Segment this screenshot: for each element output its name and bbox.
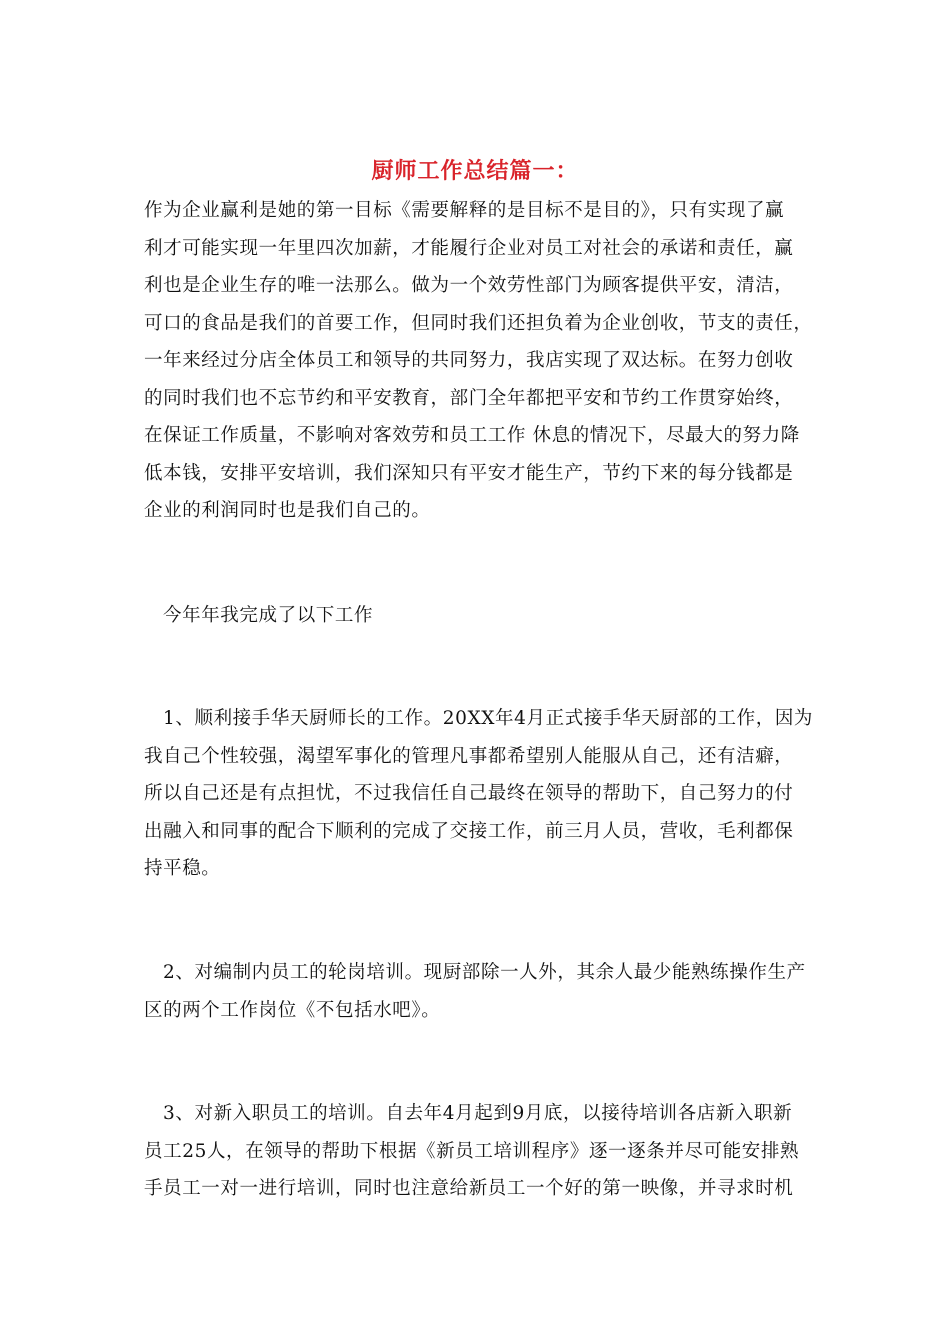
paragraph-line: 1、顺利接手华天厨师长的工作。20XX年4月正式接手华天厨部的工作，因为	[163, 708, 814, 729]
paragraph-line: 在保证工作质量，不影响对客效劳和员工工作 休息的情况下，尽最大的努力降	[144, 425, 800, 446]
paragraph-line: 利才可能实现一年里四次加薪，才能履行企业对员工对社会的承诺和责任，赢	[144, 238, 794, 259]
paragraph-line: 员工25人，在领导的帮助下根据《新员工培训程序》逐一逐条并尽可能安排熟	[144, 1141, 800, 1162]
intro-line: 今年年我完成了以下工作	[163, 605, 374, 626]
paragraph-line: 2、对编制内员工的轮岗培训。现厨部除一人外，其余人最少能熟练操作生产	[163, 962, 806, 983]
paragraph-line: 的同时我们也不忘节约和平安教育，部门全年都把平安和节约工作贯穿始终，	[144, 388, 794, 409]
paragraph-line: 我自己个性较强，渴望军事化的管理凡事都希望别人能服从自己，还有洁癖，	[144, 746, 794, 767]
paragraph-line: 低本钱，安排平安培训，我们深知只有平安才能生产，节约下来的每分钱都是	[144, 463, 794, 484]
paragraph-line: 3、对新入职员工的培训。自去年4月起到9月底，以接待培训各店新入职新	[163, 1103, 793, 1124]
paragraph-line: 手员工一对一进行培训，同时也注意给新员工一个好的第一映像，并寻求时机	[144, 1178, 794, 1199]
paragraph-line: 一年来经过分店全体员工和领导的共同努力，我店实现了双达标。在努力创收	[144, 350, 794, 371]
paragraph-line: 企业的利润同时也是我们自己的。	[144, 500, 431, 521]
paragraph-line: 出融入和同事的配合下顺利的完成了交接工作，前三月人员，营收，毛利都保	[144, 821, 794, 842]
paragraph-line: 利也是企业生存的唯一法那么。做为一个效劳性部门为顾客提供平安，清洁，	[144, 275, 794, 296]
paragraph-line: 可口的食品是我们的首要工作，但同时我们还担负着为企业创收，节支的责任，	[144, 313, 813, 334]
paragraph-line: 作为企业赢利是她的第一目标《需要解释的是目标不是目的》，只有实现了赢	[144, 200, 785, 221]
paragraph-line: 所以自己还是有点担忧，不过我信任自己最终在领导的帮助下，自己努力的付	[144, 783, 794, 804]
paragraph-line: 区的两个工作岗位《不包括水吧》。	[144, 1000, 441, 1021]
document-title: 厨师工作总结篇一：	[371, 158, 579, 184]
paragraph-line: 持平稳。	[144, 858, 221, 879]
